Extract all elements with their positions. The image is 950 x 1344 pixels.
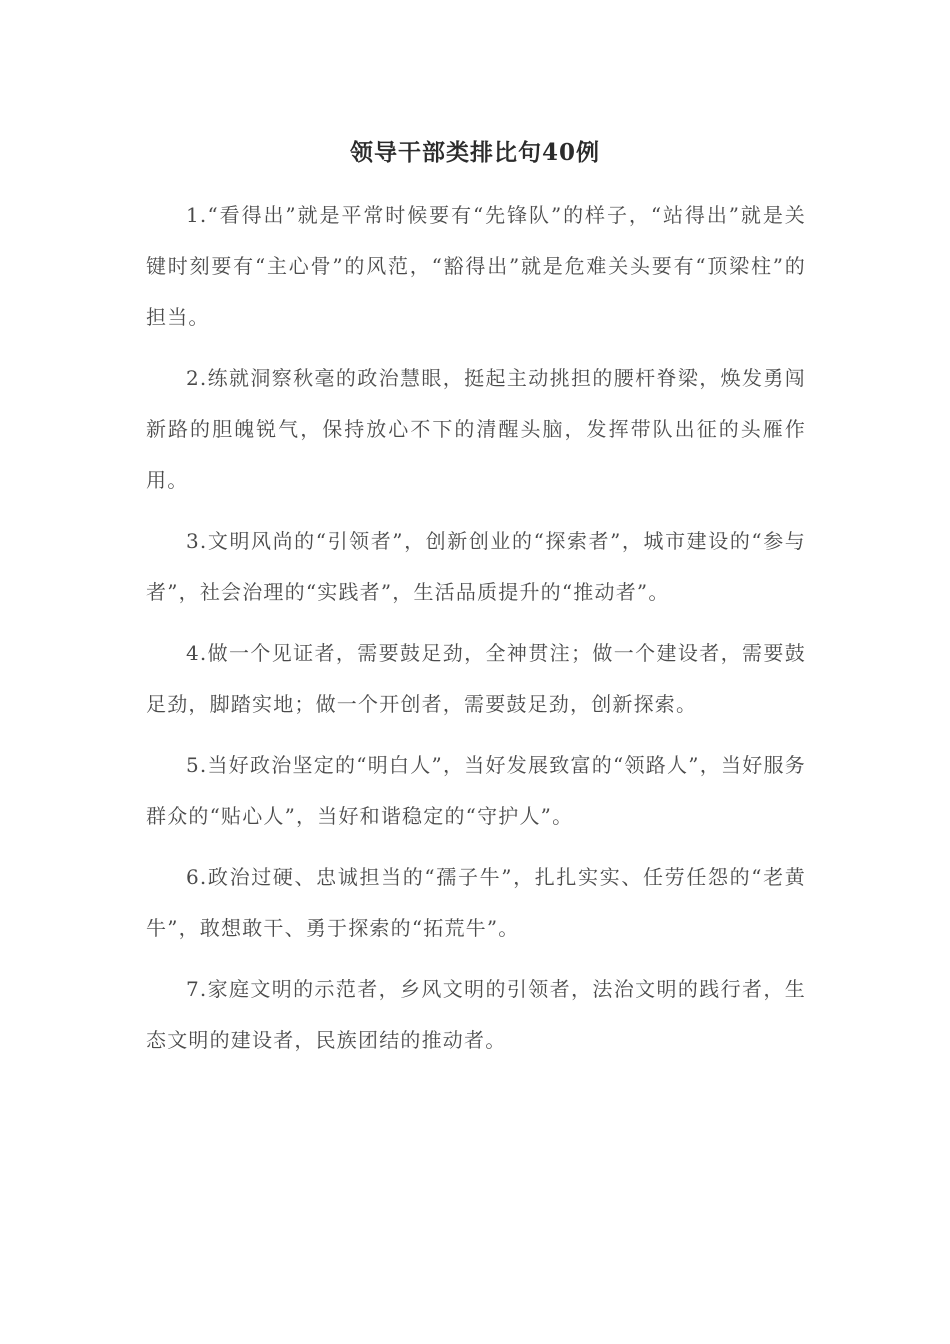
document-title: 领导干部类排比句40例 [349, 139, 600, 166]
paragraph-1: 1.“看得出”就是平常时候要有“先锋队”的样子，“站得出”就是关键时刻要有“主心骨”的风范，“豁得出”就是危难关头要有“顶梁柱”的担当。 [146, 203, 806, 329]
paragraph-4: 4.做一个见证者，需要鼓足劲，全神贯注；做一个建设者，需要鼓足劲，脚踏实地；做一个开创者，需要鼓足劲，创新探索。 [146, 641, 806, 716]
paragraph-2: 2.练就洞察秋毫的政治慧眼，挺起主动挑担的腰杆脊梁，焕发勇闯新路的胆魄锐气，保持放心不下的清醒头脑，发挥带队出征的头雁作用。 [146, 366, 806, 492]
paragraph-3: 3.文明风尚的“引领者”，创新创业的“探索者”，城市建设的“参与者”，社会治理的“实践者”，生活品质提升的“推动者”。 [146, 529, 806, 604]
paragraph-5: 5.当好政治坚定的“明白人”，当好发展致富的“领路人”，当好服务群众的“贴心人”，当好和谐稳定的“守护人”。 [146, 753, 806, 828]
paragraph-7: 7.家庭文明的示范者，乡风文明的引领者，法治文明的践行者，生态文明的建设者，民族团结的推动者。 [146, 977, 806, 1052]
paragraph-6: 6.政治过硬、忠诚担当的“孺子牛”，扎扎实实、任劳任怨的“老黄牛”，敢想敢干、勇于探索的“拓荒牛”。 [146, 865, 806, 940]
document-body [146, 190, 806, 1076]
